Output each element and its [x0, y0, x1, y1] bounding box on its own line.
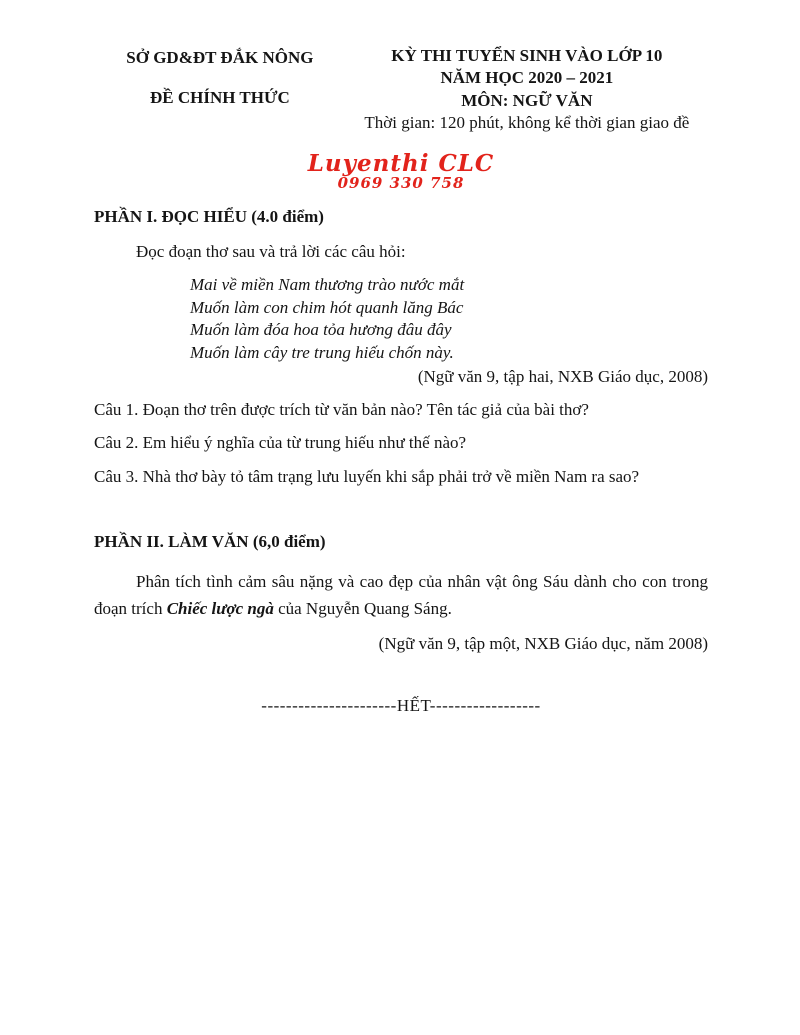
question-2: Câu 2. Em hiểu ý nghĩa của từ trung hiếu như thế nào? [94, 433, 467, 453]
essay-source-citation: (Ngữ văn 9, tập một, NXB Giáo dục, năm 2008) [378, 633, 708, 653]
poem-line: Mai về miền Nam thương trào nước mắt [190, 274, 465, 294]
header-right-block [346, 46, 708, 134]
official-exam-label: ĐỀ CHÍNH THỨC [149, 88, 290, 108]
document-header [94, 46, 708, 134]
issuing-authority: SỞ GD&ĐT ĐẮK NÔNG [126, 48, 314, 67]
section1-heading: PHẦN I. ĐỌC HIỂU (4.0 điểm) [94, 206, 324, 226]
essay-prompt-text: của Nguyễn Quang Sáng. [273, 598, 452, 618]
document-content [94, 46, 708, 716]
section2-heading: PHẦN II. LÀM VĂN (6,0 điểm) [94, 531, 326, 551]
exam-title: KỲ THI TUYỂN SINH VÀO LỚP 10 [391, 46, 663, 65]
time-limit: Thời gian: 120 phút, không kể thời gian giao đề [364, 113, 690, 133]
literary-work-title: Chiếc lược ngà [166, 598, 274, 618]
essay-prompt [94, 568, 708, 622]
school-year: NĂM HỌC 2020 – 2021 [440, 68, 614, 88]
essay-prompt-text: Phân tích tình cảm sâu nặng và cao đẹp của nhân vật ông Sáu dành cho con trong đoạn trích [94, 571, 708, 618]
subject-name: MÔN: NGỮ VĂN [461, 90, 593, 110]
poem-source-citation: (Ngữ văn 9, tập hai, NXB Giáo dục, 2008) [417, 367, 708, 387]
watermark-logo [94, 149, 708, 192]
poem-line: Muốn làm đóa hoa tỏa hương đâu đây [190, 320, 452, 340]
end-of-exam-divider: ----------------------HẾT------------------ [261, 695, 541, 715]
poem-line: Muốn làm con chim hót quanh lăng Bác [190, 297, 464, 317]
logo-phone-number: 0969 330 758 [337, 173, 465, 192]
header-left-block [94, 46, 346, 134]
poem-quote [190, 274, 708, 366]
poem-line: Muốn làm cây tre trung hiếu chốn này. [190, 343, 454, 363]
question-3: Câu 3. Nhà thơ bày tỏ tâm trạng lưu luyến khi sắp phải trở về miền Nam ra sao? [94, 466, 640, 486]
logo-brand-text: Luyenthi CLC [307, 149, 495, 177]
question-1: Câu 1. Đoạn thơ trên được trích từ văn bản nào? Tên tác giả của bài thơ? [94, 400, 589, 420]
question-list [94, 399, 708, 487]
section1-intro: Đọc đoạn thơ sau và trả lời các câu hỏi: [136, 241, 406, 261]
